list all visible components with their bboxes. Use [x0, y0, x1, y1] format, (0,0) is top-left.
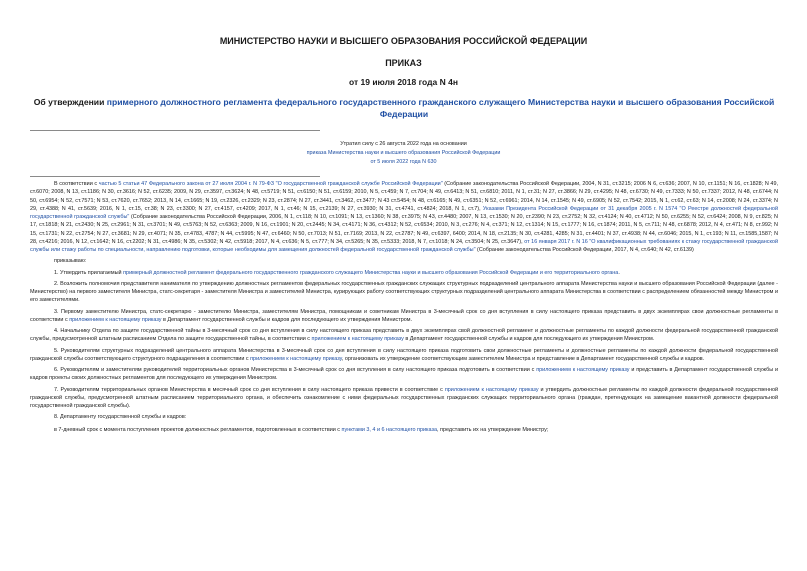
lost-force-text: Утратил силу с 26 августа 2022 года на основании [340, 141, 467, 147]
preamble-link-law[interactable]: частью 5 статьи 47 Федерального закона от 27 июля 2004 г. N 79-ФЗ "О государственной гражданской службе Российской Федерации" [98, 181, 443, 187]
preamble-link-requirements[interactable]: от 16 января 2017 г. N 16 "О квалификационных требованиях к стажу государственной гражданской службы или стажу работы по специальности, направлению подготовки, которые необходимы для замещения должностей федеральной государственной гражданской службы" [30, 238, 778, 253]
clause-7-text: 7. Руководителям территориальных органов Министерства в месячный срок со дня вступления в силу настоящего приказа привести в соответствие с [54, 386, 445, 393]
clause-8-subitem [30, 426, 778, 434]
clause-4-link[interactable]: приложением к настоящему приказу [311, 336, 404, 343]
preamble-link-decree[interactable]: Указами Президента Российской Федерации от 31 декабря 2005 г. N 1574 "О Реестре должностей федеральной государственной гражданской службы" [30, 205, 778, 220]
title-prefix: Об утверждении [33, 97, 107, 107]
clause-7 [30, 386, 778, 411]
document-body [30, 180, 778, 434]
lost-force-link-date[interactable]: от 5 июля 2022 года N 630 [370, 159, 437, 165]
clause-3-link[interactable]: приложением к настоящему приказу [69, 316, 162, 323]
ministry-name: МИНИСТЕРСТВО НАУКИ И ВЫСШЕГО ОБРАЗОВАНИЯ РОССИЙСКОЙ ФЕДЕРАЦИИ [219, 36, 588, 46]
clause-6-link[interactable]: приложением к настоящему приказу [536, 367, 630, 373]
preamble-text-1: В соответствии с [54, 181, 99, 187]
clause-8-subitem-text-end: , представить их на утверждение Министру; [437, 426, 549, 433]
clause-7-link[interactable]: приложением к настоящему приказу [444, 386, 539, 393]
clause-6-text: 6. Руководителям и заместителям руководителей территориальных органов Министерства в 3-месячный срок со дня вступления в силу настоящего приказа подготовить в соответствии с [54, 367, 537, 373]
preamble-paragraph [30, 180, 778, 254]
clause-6-text-end: и представить в Департамент государственной службы и кадров проекты своих должностных регламентов для последующего их утверждения Министром. [30, 367, 778, 382]
clause-3 [30, 308, 778, 325]
clause-1-link[interactable]: примерный должностной регламент федерального государственного гражданского служащего Министерства науки и высшего образования Российской Федерации и его территориального органа [123, 269, 619, 276]
clause-5-text-end: , организовать их утверждение соответствующим заместителем Министра и представление в Департамент государственной службы и кадров. [341, 355, 705, 362]
clause-4-text: 4. Начальнику Отдела по защите государственной тайны в 3-месячный срок со дня вступления в силу настоящего приказа представить в двух экземплярах свой должностной регламент и должностные регламенты по каждой должности федеральной государственной гражданской службы, предусмотренной штатным расписанием Отдела по защите государственной тайны, в соответствии с [30, 328, 778, 343]
order-word: приказываю: [54, 258, 87, 265]
clause-2: 2. Возложить полномочия представителя нанимателя по утверждению должностных регламентов федеральных государственных гражданских служащих структурных подразделений центрального аппарата Министерства науки и высшего образования Российской Федерации (далее - Министерство) на первого заместителя Министра, статс-секретаря - заместителя Министра и заместителей Министра, курирующих работу соответствующих структурных подразделений центрального аппарата Министерства в соответствии с распределением обязанностей между Министром и его заместителями. [30, 280, 778, 304]
preamble-text-2: (Собрание законодательства Российской Федерации, 2004, N 31, ст.3215; 2006 N 6, ст.636; 2007, N 10, ст.1151; N 16, ст.1828; N 49, ст.6070; 2008, N 13, ст.1186; N 30, ст.3616; N 52, ст.6235; 2009, N 29, ст.3597, ст.3624; N 48, ст.5719; N 51, ст.6150; N 51, ст.6159; 2010, N 5, ст.459; N 7, ст.704; N 49, ст.6413; N 51, ст.6810; 2011, N 1, ст.31; N 27, ст.3866; N 29, ст.4295; N 48, ст.6730; N 49, ст.7333; N 50, ст.7337; 2012, N 48, ст.6744; N 50, ст.6954; N 52, ст.7571; N 53, ст.7620, ст.7652; 2013, N 14, ст.1665; N 19, ст.2326, ст.2329; N 23, ст.2874; N 27, ст.3441, ст.3462, ст.3477; N 43 ст.5454; N 48, ст.6165; N 49, ст.6351; N 52, ст.6961; 2014, N 14, ст.1545; N 49, ст.6905; N 52, ст.7542; 2015, N 1, ст.62, ст.63; N 14, ст.2008; N 24, ст.3374; N 29, ст.4388; N 41, ст.5639; 2016, N 1, ст.15, ст.38; N 23, ст.3300; N 27, ст.4157, ст.4209; 2017, N 1, ст.46; N 15, ст.2139; N 27, ст.3930; N 31, ст.4741, ст.4824; 2018, N 1, ст.7), [30, 181, 778, 212]
clause-8: 8. Департаменту государственной службы и кадров: [54, 414, 187, 421]
clause-7-text-end: и утвердить должностные регламенты по каждой должности федеральной государственной гражданской службы, предусмотренной штатным расписанием территориального органа, и обеспечить ознакомление с ними федеральных государственных гражданских служащих территориального органа (граждан, претендующих на замещение вакантной должности федеральной государственной гражданской службы). [30, 386, 779, 409]
document-date: от 19 июля 2018 года N 4н [349, 77, 458, 87]
clause-8-subitem-text: в 7-дневный срок с момента поступления проектов должностных регламентов, подготовленных в соответствии с [54, 426, 342, 433]
document-title [30, 96, 778, 120]
clause-5-text: 5. Руководителям структурных подразделений центрального аппарата Министерства в 3-месячный срок со дня вступления в силу настоящего приказа подготовить свои должностные регламенты и должностные регламенты по каждой должности федеральной государственной гражданской службы соответствующего структурного подразделения в соответствии с [30, 347, 778, 362]
clause-1-text: 1. Утвердить прилагаемый [54, 269, 124, 276]
divider-top [30, 130, 320, 131]
clause-4-text-end: в Департамент государственной службы и кадров для последующего их утверждения Министром. [403, 336, 655, 343]
clause-3-text-end: в Департамент государственной службы и кадров для последующего их утверждения Министром. [161, 316, 412, 323]
lost-force-link[interactable]: приказа Министерства науки и высшего образования Российской Федерации [306, 150, 501, 156]
preamble-text-3: (Собрание законодательства Российской Федерации, 2006, N 1, ст.118; N 10, ст.1091; N 13, ст.1360; N 38, ст.3975; N 43, ст.4480; 2007, N 13, ст.1530; N 20, ст.2390; N 23, ст.2752; N 32, ст.4124; N 40, ст.4712; N 50, ст.6255; N 52, ст.6424; 2008, N 9, ст.825; N 17, ст.1818; N 21, ст.2430; N 25, ст.2961; N 31, ст.3701; N 49, ст.5763; N 52, ст.6363; 2009, N 16, ст.1901; N 20, ст.2445; N 34, ст.4171; N 36, ст.4312; N 52, ст.6534; 2010, N 3, ст.276; N 4, ст.371; N 12, ст.1314; N 15, ст.1777; N 16, ст.1874; 2011, N 5, ст.711; N 48, ст.6878; 2012, N 4, ст.471; N 8, ст.992; N 15, ст.1731; N 22, ст.2754; N 27, ст.3681; N 29, ст.4071; N 35, ст.4783, 4787; N 44, ст.5995; N 47, ст.6460; N 50, ст.7013; N 51, ст.7169; 2013, N 22, ст.2787; N 49, ст.6397, 6400; 2014, N 18, ст.2135; N 30, ст.4281, 4285; N 31, ст.4401; N 37, ст.4938; N 44, ст.6046; 2015, N 1, ст.193; N 11, ст.1585,1587; N 28, ст.4216; 2016, N 12, ст.1642; N 16, ст.2202; N 31, ст.4986; N 35, ст.5302; N 42, ст.5918; 2017, N 4, ст.636; N 5, ст.777; N 34, ст.5265; N 35, ст.5333; 2018, N 7, ст.1018; N 24, ст.3504; N 25, ст.3647), [30, 214, 778, 245]
clause-5 [30, 347, 778, 364]
clause-1-text-end: . [618, 269, 620, 276]
preamble-text-4: (Собрание законодательства Российской Федерации, 2017, N 4, ст.640; N 42, ст.6139) [475, 247, 694, 253]
clause-1 [30, 269, 778, 277]
clause-5-link[interactable]: приложением к настоящему приказу [250, 355, 342, 362]
divider-bottom [30, 176, 320, 177]
clause-6 [30, 366, 778, 383]
clause-4 [30, 327, 778, 344]
title-link[interactable]: примерного должностного регламента федерального государственного гражданского служащего Министерства науки и высшего образования Российской Федерации [106, 97, 775, 119]
lost-force-note [200, 140, 607, 167]
clause-8-subitem-link[interactable]: пунктами 3, 4 и 6 настоящего приказа [341, 426, 438, 433]
document-type: ПРИКАЗ [385, 58, 422, 68]
clause-3-text: 3. Первому заместителю Министра, статс-секретарю - заместителю Министра, заместителям Министра, помощникам и советникам Министра в 3-месячный срок со дня вступления в силу настоящего приказа представить в двух экземплярах свои должностные регламенты в соответствии с [30, 308, 778, 323]
